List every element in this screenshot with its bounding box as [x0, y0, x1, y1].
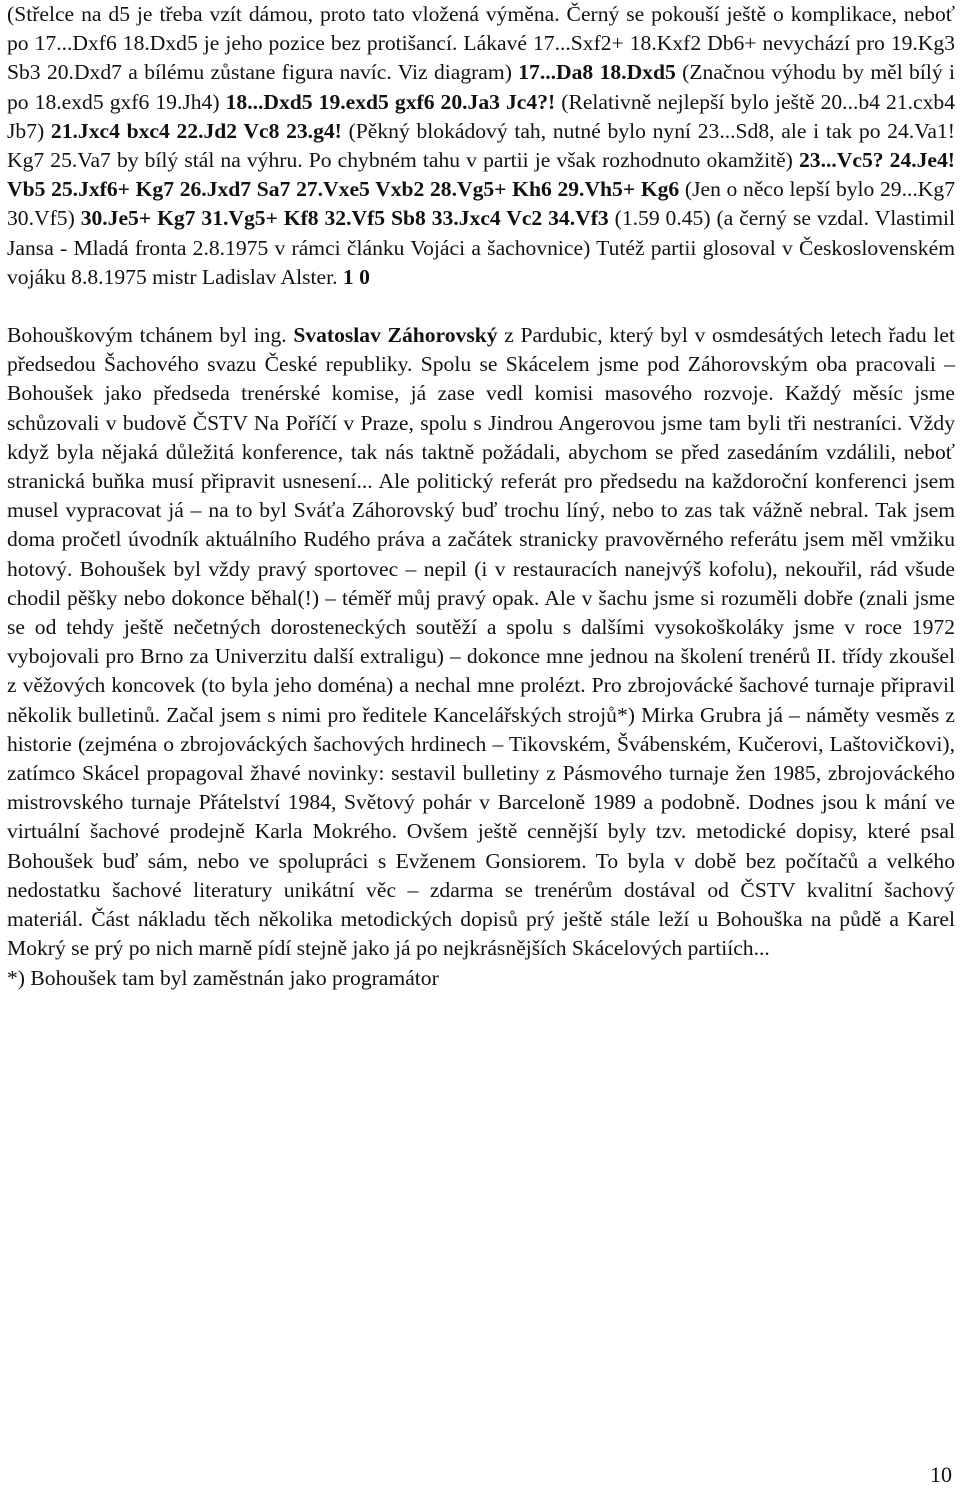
chess-text: (Relativně nejlepší bylo ještě 20...b4 21.cxb4 Jb7)	[7, 89, 956, 143]
game-result: 1 0	[342, 264, 370, 289]
page-number: 10	[930, 1462, 952, 1487]
chess-text: (Značnou výhodu by měl bílý i po 18.exd5 gxf6 19.Jh4)	[7, 60, 955, 114]
body-text	[7, 0, 955, 993]
chess-moves: 21.Jxc4 bxc4 22.Jd2 Vc8 23.g4!	[50, 118, 342, 143]
chess-text: (Střelce na d5 je třeba vzít dámou, proto tato vložená výměna. Černý se pokouší ještě o komplikace, neboť po 17...Dxf6 18.Dxd5 je jeho pozice bez protišancí. Lákavé 17...Sxf2+ 18.Kxf2 Db6+ nevychází pro 19.Kg3 Sb3 20.Dxd7 a bílému zůstane figura navíc. Viz diagram)	[7, 2, 955, 85]
chess-annotation-paragraph	[7, 0, 955, 292]
essay-paragraph	[7, 321, 955, 963]
essay-text: z Pardubic, který byl v osmdesátých letech řadu let předsedou Šachového svazu České republiky. Spolu se Skácelem jsme pod Záhorovským oba pracovali – Bohoušek jako předseda trenérské komise, já zase vedl komisi masového rozvoje. Každý měsíc jsme schůzovali v budově ČSTV Na Poříčí v Praze, spolu s Jindrou Angerovou jsme tam byli tři nestraníci. Vždy když byla nějaká důležitá konference, tak nás taktně požádali, abychom se před zasedáním vzdálili, neboť stranická buňka musí připravit usnesení... Ale politický referát pro předsedu na každoroční konferenci jsem musel vypracovat já – na to byl Sváťa Záhorovský buď trochu líný, nebo to zas tak vážně nebral. Tak jsem doma pročetl úvodník aktuálního Rudého práva a začátek stranicky pravověrného referátu jsem měl vmžiku hotový. Bohoušek byl vždy pravý sportovec – nepil (i v restauracích nanejvýš kofolu), nekouřil, rád všude chodil pěšky nebo dokonce běhal(!) – téměř můj pravý opak. Ale v šachu jsme si rozuměli dobře (znali jsme se od tehdy ještě nečetných dorosteneckých soutěží a spolu s dalšími vysokoškoláky jsme v roce 1972 vybojovali pro Brno za Univerzitu další extraligu) – dokonce mne jednou na školení trenérů II. třídy zkoušel z věžových koncovek (to byla jeho doména) a nechal mne prolézt. Pro zbrojovácké šachové turnaje připravil několik bulletinů. Začal jsem s nimi pro ředitele Kancelářských strojů*) Mirka Grubra já – náměty vesměs z historie (zejména o zbrojováckých šachových hrdinech – Tikovském, Švábenském, Kučerovi, Laštovičkovi), zatímco Skácel propagoval žhavé novinky: sestavil bulletiny z Pásmového turnaje žen 1985, zbrojováckého mistrovského turnaje Přátelství 1984, Světový pohár v Barceloně 1989 a podobně. Dodnes jsou k mání ve virtuální šachové prodejně Karla Mokrého. Ovšem ještě cennější byly tzv. metodické dopisy, které psal Bohoušek buď sám, nebo ve spolupráci s Evženem Gonsiorem. To byla v době bez počítačů a velkého nedostatku šachové literatury unikátní věc – zdarma se trenérům dostával od ČSTV kvalitní šachový materiál. Část nákladu těch několika metodických dopisů prý ještě stále leží u Bohouška na půdě a Karel Mokrý se prý po nich marně pídí stejně jako já po nejkrásnějších Skácelových partiích...	[7, 323, 955, 961]
chess-moves: 23...Vc5? 24.Je4! Vb5 25.Jxf6+ Kg7 26.Jxd7 Sa7 27.Vxe5 Vxb2 28.Vg5+ Kh6 29.Vh5+ Kg6	[7, 148, 956, 202]
chess-moves: 18...Dxd5 19.exd5 gxf6 20.Ja3 Jc4?!	[225, 89, 556, 114]
person-name: Svatoslav Záhorovský	[293, 323, 498, 348]
chess-text: (Jen o něco lepší bylo 29...Kg7 30.Vf5)	[7, 177, 955, 231]
essay-text: Bohouškovým tchánem byl ing.	[7, 323, 294, 348]
chess-text: (Pěkný blokádový tah, nutné bylo nyní 23...Sd8, ale i tak po 24.Va1! Kg7 25.Va7 by bílý stál na výhru. Po chybném tahu v partii je však rozhodnuto okamžitě)	[7, 118, 955, 173]
chess-moves: 17...Da8 18.Dxd5	[518, 60, 676, 85]
chess-text: (1.59 0.45) (a černý se vzdal. Vlastimil Jansa - Mladá fronta 2.8.1975 v rámci článku Vojáci a šachovnice) Tutéž partii glosoval v Československém vojáku 8.8.1975 mistr Ladislav Alster.	[7, 206, 955, 289]
chess-moves: 30.Je5+ Kg7 31.Vg5+ Kf8 32.Vf5 Sb8 33.Jxc4 Vc2 34.Vf3	[80, 206, 609, 231]
footnote: *) Bohoušek tam byl zaměstnán jako programátor	[7, 965, 439, 990]
